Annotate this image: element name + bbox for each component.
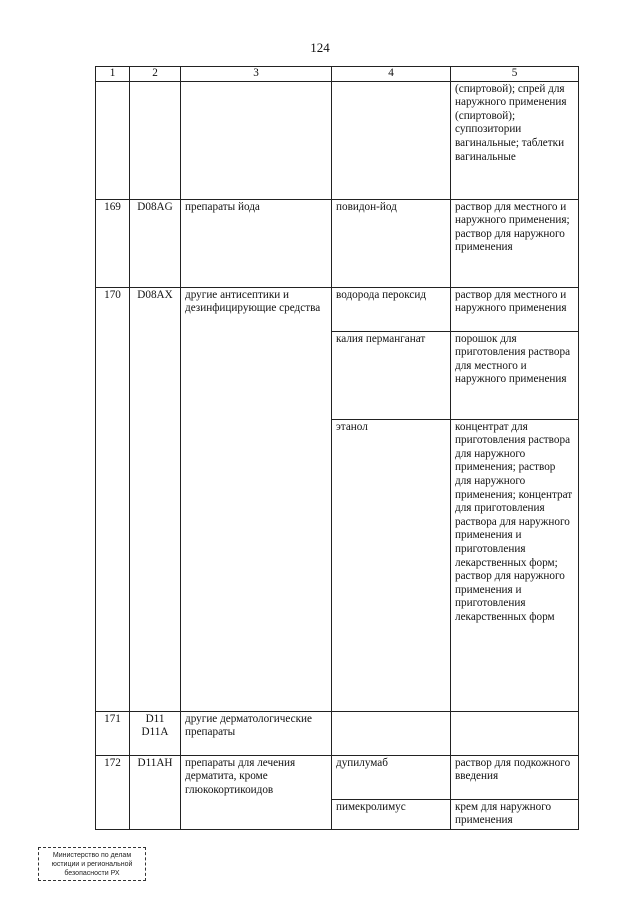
cell-code: D11AH [130, 755, 181, 829]
cell-substance: повидон-йод [332, 199, 451, 287]
header-col-5: 5 [451, 67, 579, 82]
cell-group: другие антисептики и дезинфицирующие средства [181, 287, 332, 711]
cell-code: D08AX [130, 287, 181, 711]
cell-group [181, 81, 332, 199]
header-col-2: 2 [130, 67, 181, 82]
table-row [96, 711, 579, 755]
table-row [96, 755, 579, 799]
cell-group: препараты для лечения дерматита, кроме глюкокортикоидов [181, 755, 332, 829]
cell-substance [332, 711, 451, 755]
cell-substance: водорода пероксид [332, 287, 451, 331]
cell-substance [332, 81, 451, 199]
stamp-line: Министерство по делам [52, 852, 132, 859]
stamp-line: юстиции и региональной [51, 861, 133, 868]
header-col-3: 3 [181, 67, 332, 82]
page-number: 124 [310, 40, 330, 55]
registration-stamp [38, 847, 146, 881]
header-col-1: 1 [96, 67, 130, 82]
cell-form [451, 711, 579, 755]
drug-list-table [95, 66, 579, 830]
cell-form: крем для наружного применения [451, 799, 579, 829]
cell-code-line: D11 [145, 712, 165, 725]
table-header-row [96, 67, 579, 82]
table-row [96, 199, 579, 287]
cell-num: 169 [96, 199, 130, 287]
cell-code [130, 81, 181, 199]
cell-form: (спиртовой); спрей для наружного применения (спиртовой); суппозитории вагинальные; таблетки вагинальные [451, 81, 579, 199]
cell-code: D08AG [130, 199, 181, 287]
table-row [96, 287, 579, 331]
cell-substance: дупилумаб [332, 755, 451, 799]
cell-substance: этанол [332, 419, 451, 711]
cell-substance: пимекролимус [332, 799, 451, 829]
header-col-4: 4 [332, 67, 451, 82]
cell-group: другие дерматологические препараты [181, 711, 332, 755]
cell-num: 170 [96, 287, 130, 711]
cell-form: раствор для местного и наружного применения; раствор для наружного применения [451, 199, 579, 287]
stamp-line: безопасности РХ [64, 870, 120, 877]
cell-form: концентрат для приготовления раствора для наружного применения; раствор для наружного применения; концентрат для приготовления раствора для наружного применения и приготовления лекарственных форм; раствор для наружного применения и приготовления лекарственных форм [451, 419, 579, 711]
cell-substance: калия перманганат [332, 331, 451, 419]
cell-code [130, 711, 181, 755]
cell-num: 171 [96, 711, 130, 755]
cell-num [96, 81, 130, 199]
cell-form: раствор для подкожного введения [451, 755, 579, 799]
cell-group: препараты йода [181, 199, 332, 287]
cell-form: раствор для местного и наружного применения [451, 287, 579, 331]
table-row [96, 81, 579, 199]
cell-num: 172 [96, 755, 130, 829]
cell-form: порошок для приготовления раствора для местного и наружного применения [451, 331, 579, 419]
cell-code-line: D11A [141, 726, 169, 739]
